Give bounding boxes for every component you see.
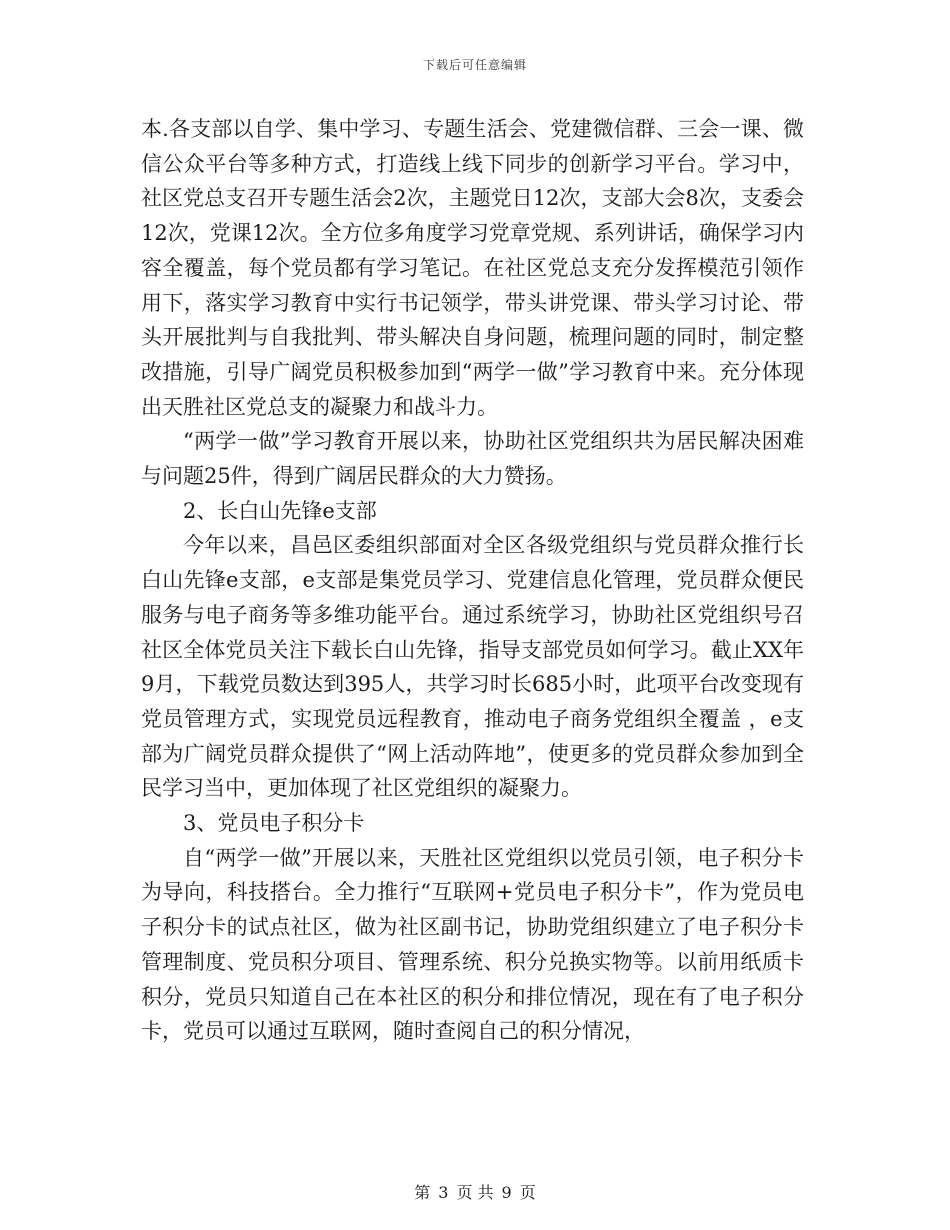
footer-page-number: 3 — [438, 1183, 449, 1202]
paragraph-points-card: 自“两学一做”开展以来，天胜社区党组织以党员引领，电子积分卡为导向，科技搭台。全力推行“互联网+党员电子积分卡”，作为党员电子积分卡的试点社区，做为社区副书记，协助党组织建立了电子积分卡管理制度、党员积分项目、管理系统、积分兑换实物等。以前用纸质卡积分，党员只知道自己在本社区的积分和排位情况，现在有了电子积分卡，党员可以通过互联网，随时查阅自己的积分情况， — [141, 845, 804, 1044]
footer-middle: 页 共 — [456, 1183, 494, 1202]
page-footer — [0, 1180, 950, 1203]
paragraph-e-branch: 今年以来，昌邑区委组织部面对全区各级党组织与党员群众推行长白山先锋e支部，e支部是集党员学习、党建信息化管理，党员群众便民服务与电子商务等多维功能平台。通过系统学习，协助社区党组织号召社区全体党员关注下载长白山先锋，指导支部党员如何学习。截止XX年9月，下载党员数达到395人，共学习时长685小时，此项平台改变现有党员管理方式，实现党员远程教育，推动电子商务党组织全覆盖 ，e支部为广阔党员群众提供了“网上活动阵地”，使更多的党员群众参加到全民学习当中，更加体现了社区党组织的凝聚力。 — [141, 533, 804, 801]
paragraph-problems-solved: “两学一做”学习教育开展以来，协助社区党组织共为居民解决困难与问题25件，得到广阔居民群众的大力赞扬。 — [141, 429, 804, 489]
footer-total-pages: 9 — [501, 1183, 512, 1202]
paragraph-study-platform: 本.各支部以自学、集中学习、专题生活会、党建微信群、三会一课、微信公众平台等多种方式，打造线上线下同步的创新学习平台。学习中，社区党总支召开专题生活会2次，主题党日12次，支部大会8次，支委会12次，党课12次。全方位多角度学习党章党规、系列讲话，确保学习内容全覆盖，每个党员都有学习笔记。在社区党总支充分发挥模范引领作用下，落实学习教育中实行书记领学，带头讲党课、带头学习讨论、带头开展批判与自我批判、带头解决自身问题，梳理问题的同时，制定整改措施，引导广阔党员积极参加到“两学一做”学习教育中来。充分体现出天胜社区党总支的凝聚力和战斗力。 — [141, 117, 804, 419]
document-body — [141, 112, 804, 1049]
footer-prefix: 第 — [414, 1183, 431, 1202]
footer-suffix: 页 — [519, 1183, 536, 1202]
page-header: 下载后可任意编辑 — [422, 58, 527, 72]
section-heading-points-card: 3、党员电子积分卡 — [183, 811, 365, 836]
section-heading-e-branch: 2、长白山先锋e支部 — [183, 498, 377, 523]
